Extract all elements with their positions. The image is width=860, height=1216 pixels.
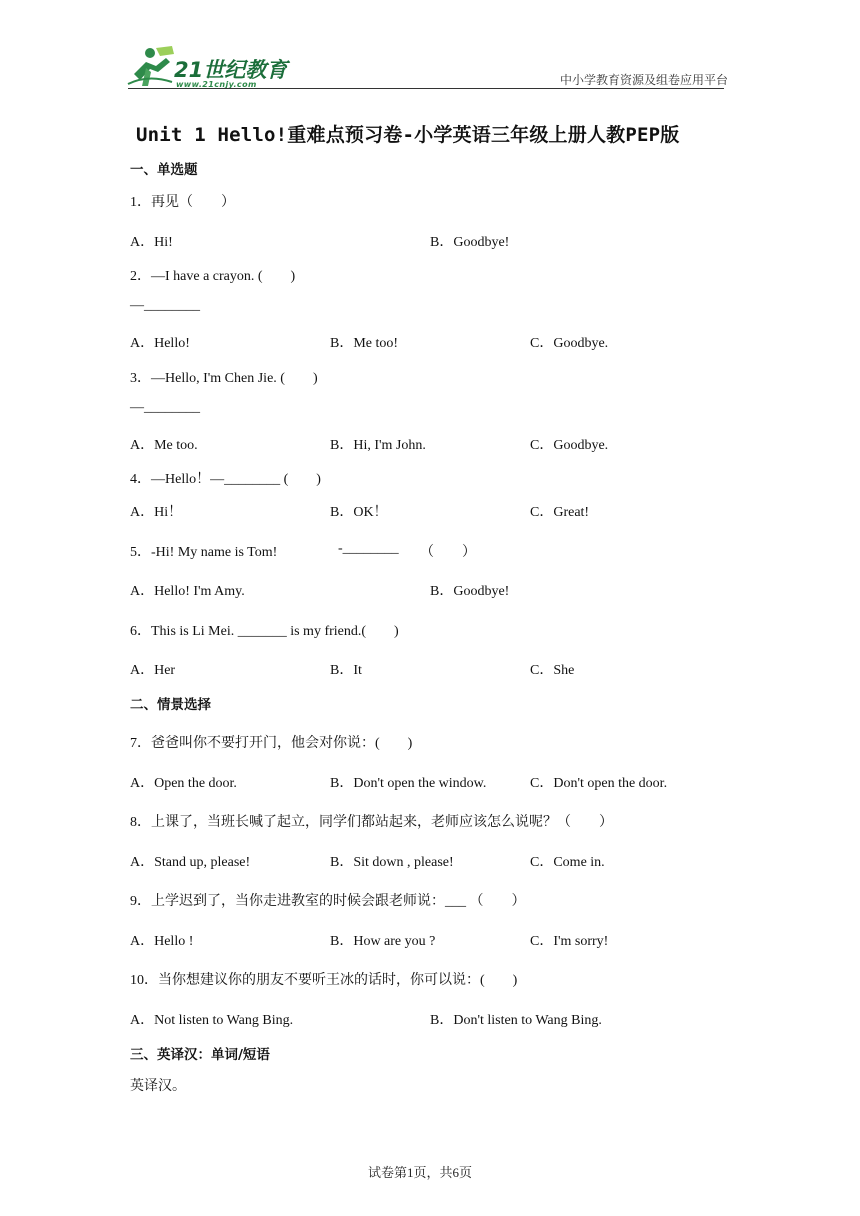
question-6-option-a: A．Her	[130, 663, 176, 678]
question-10-option-a: A．Not listen to Wang Bing.	[130, 1013, 294, 1028]
question-5-blank: -________	[338, 541, 399, 556]
page-title: Unit 1 Hello!重难点预习卷-小学英语三年级上册人教PEP版	[136, 124, 680, 146]
question-8-option-c: C．Come in.	[530, 855, 605, 870]
header-divider	[128, 88, 724, 89]
question-3-stem: 3．—Hello, I'm Chen Jie. ( )	[130, 371, 318, 386]
question-7-option-c: C．Don't open the door.	[530, 776, 668, 791]
question-8-option-b: B．Sit down , please!	[330, 855, 454, 870]
question-9-option-b: B．How are you ?	[330, 934, 436, 949]
question-7-option-a: A．Open the door.	[130, 776, 237, 791]
question-5-stem: 5．-Hi! My name is Tom!	[130, 545, 278, 560]
question-10-option-b: B．Don't listen to Wang Bing.	[430, 1013, 602, 1028]
runner-logo-icon	[126, 44, 176, 88]
question-3-option-c: C．Goodbye.	[530, 438, 609, 453]
question-2-option-c: C．Goodbye.	[530, 336, 609, 351]
question-4-option-a: A．Hi！	[130, 505, 183, 520]
question-1-stem: 1．再见（ ）	[130, 195, 235, 210]
logo	[126, 44, 296, 90]
question-1-option-a: A．Hi!	[130, 235, 173, 250]
question-9-option-a: A．Hello !	[130, 934, 194, 949]
question-4-option-c: C．Great!	[530, 505, 590, 520]
section-heading-1: 一、单选题	[130, 162, 198, 178]
question-6-stem: 6．This is Li Mei. _______ is my friend.( )	[130, 624, 399, 639]
question-4-option-b: B．OK！	[330, 505, 388, 520]
logo-url: www.21cnjy.com	[176, 80, 257, 89]
question-2-option-a: A．Hello!	[130, 336, 190, 351]
question-7-option-b: B．Don't open the window.	[330, 776, 487, 791]
question-10-stem: 10．当你想建议你的朋友不要听王冰的话时，你可以说：( )	[130, 973, 518, 988]
question-9-stem: 9．上学迟到了，当你走进教室的时候会跟老师说：___ （ ）	[130, 894, 526, 909]
question-1-option-b: B．Goodbye!	[430, 235, 510, 250]
question-2-blank: —________	[130, 298, 200, 313]
question-6-option-c: C．She	[530, 663, 575, 678]
question-9-option-c: C．I'm sorry!	[530, 934, 609, 949]
question-2-option-b: B．Me too!	[330, 336, 399, 351]
question-8-option-a: A．Stand up, please!	[130, 855, 251, 870]
question-7-stem: 7．爸爸叫你不要打开门，他会对你说：( )	[130, 736, 413, 751]
question-6-option-b: B．It	[330, 663, 362, 678]
question-5-option-a: A．Hello! I'm Amy.	[130, 584, 245, 599]
platform-name: 中小学教育资源及组卷应用平台	[560, 73, 729, 87]
section-heading-3: 三、英译汉：单词/短语	[130, 1047, 270, 1063]
section-3-instruction: 英译汉。	[130, 1079, 186, 1094]
page-footer: 试卷第1页，共6页	[368, 1165, 473, 1180]
section-heading-2: 二、情景选择	[130, 697, 211, 713]
logo-text: 21世纪教育	[174, 58, 288, 82]
question-5-paren: （ ）	[420, 545, 476, 560]
question-8-stem: 8．上课了，当班长喊了起立，同学们都站起来，老师应该怎么说呢？（ ）	[130, 815, 613, 830]
question-2-stem: 2．—I have a crayon. ( )	[130, 269, 296, 284]
question-5-option-b: B．Goodbye!	[430, 584, 510, 599]
question-3-option-b: B．Hi, I'm John.	[330, 438, 426, 453]
question-3-option-a: A．Me too.	[130, 438, 198, 453]
question-4-stem: 4．—Hello！—________ ( )	[130, 472, 321, 487]
question-3-blank: —________	[130, 400, 200, 415]
